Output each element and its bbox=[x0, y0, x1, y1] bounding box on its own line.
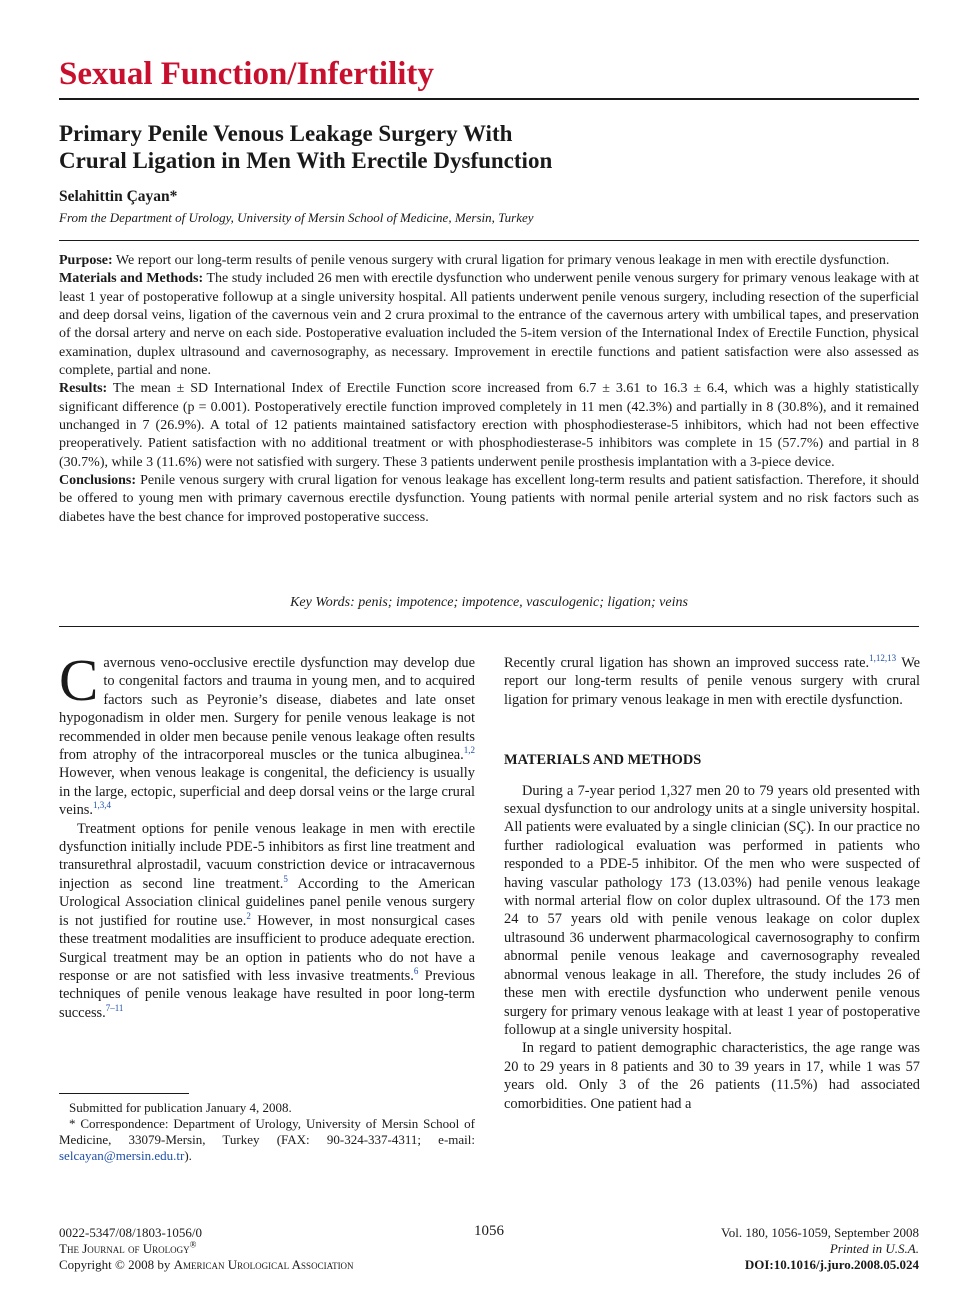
conclusions-label: Conclusions: bbox=[59, 473, 137, 489]
copyright-text: Copyright © 2008 by bbox=[59, 1257, 174, 1272]
abstract bbox=[59, 252, 919, 527]
left-column bbox=[59, 647, 476, 1022]
reference-link[interactable]: 1,3,4 bbox=[92, 800, 111, 811]
title-line-2: Crural Ligation in Men With Erectile Dysfunction bbox=[59, 148, 553, 173]
doi-link[interactable]: DOI:10.1016/j.juro.2008.05.024 bbox=[744, 1257, 919, 1272]
reference-link[interactable]: 7–11 bbox=[105, 1002, 124, 1013]
email-link[interactable]: selcayan@mersin.edu.tr bbox=[59, 1148, 185, 1163]
copyright-holder: American Urological Association bbox=[173, 1257, 354, 1272]
footnote bbox=[59, 1100, 475, 1164]
issn-code: 0022-5347/08/1803-1056/0 bbox=[59, 1225, 202, 1240]
right-column bbox=[504, 654, 920, 1113]
methods-label: Materials and Methods: bbox=[59, 271, 204, 287]
methods-text: The study included 26 men with erectile dysfunction who underwent penile venous surgery for primary venous leakage with at least 1 year of postoperative followup at a single university hospital. All patients underwent penile venous surgery, including resection of the superficial and deep dorsal veins, ligation of the cavernous vein and 2 crura proximal to the entrance of the cavernous artery with umbilical tapes, and preservation of the dorsal artery and nerve on each side. Postoperative evaluation included the 5-item version of the International Index of Erectile Function, physical examination, duplex ultrasound and cavernosography, as necessary. Improvement in erectile functions and patient satisfaction were also assessed as complete, partial and none. bbox=[59, 271, 919, 379]
abstract-methods bbox=[59, 270, 919, 380]
methods-paragraph-1: During a 7-year period 1,327 men 20 to 79 years old presented with sexual dysfunction to our andrology units at a single university hospital. All patients were evaluated by a single clinician (SÇ). In our practice no further radiological evaluation was performed in patients who responded to a PDE-5 inhibitor. Of the men who were suspected of having vascular pathology 173 (13.03%) had penile venous leakage with normal arterial flow on color duplex ultrasound. Of the 173 men 24 to 57 years old with penile venous leakage on color duplex ultrasound 36 underwent pharmacological cavernosography to confirm abnormal penile venous leakage and cavernosography revealed abnormal venous leakage in all. Therefore, the study includes 26 of these men with erectile dysfunction who underwent penile venous surgery for primary venous leakage with at least 1 year of postoperative followup at a single university hospital. bbox=[504, 782, 920, 1038]
reference-link[interactable]: 2 bbox=[246, 910, 251, 921]
title-line-1: Primary Penile Venous Leakage Surgery With bbox=[59, 121, 513, 146]
journal-title: The Journal of Urology bbox=[59, 1241, 190, 1256]
intro-text: Recently crural ligation has shown an improved success rate. bbox=[504, 655, 870, 671]
reference-link[interactable]: 1,2 bbox=[463, 745, 475, 756]
purpose-label: Purpose: bbox=[59, 253, 113, 268]
reference-link[interactable]: 6 bbox=[413, 966, 419, 977]
reference-link[interactable]: 5 bbox=[283, 874, 288, 885]
intro-paragraph-1 bbox=[59, 647, 475, 820]
section-heading: Sexual Function/Infertility bbox=[59, 56, 434, 92]
results-text: The mean ± SD International Index of Erectile Function score increased from 6.7 ± 3.61 to 16.3 ± 6.4, which was a highly statistically significant difference (p = 0.001). Postoperatively erectile function improved completely in 11 men (42.3%) and partially in 8 (30.8%), and it remained unchanged in 7 (26.9%). A total of 12 patients maintained satisfactory erection with phosphodiesterase-5 inhibitors, which had not been effective preoperatively. Patient satisfaction with no additional treatment or with phosphodiesterase-5 inhibitors was complete in 15 (57.7%) and partial in 8 (30.7%), while 3 (11.6%) were not satisfied with surgery. These 3 patients underwent penile prosthesis implantation with a 3-piece device. bbox=[59, 381, 919, 470]
intro-paragraph-3 bbox=[504, 654, 920, 709]
intro-text: Treatment options for penile venous leakage in men with erectile dysfunction initially include PDE-5 inhibitors as first line treatment and transurethral alprostadil, vacuum constriction device or intracavernous injection as second line treatment. bbox=[59, 820, 475, 892]
header-rule bbox=[59, 98, 919, 100]
intro-text: avernous veno-occlusive erectile dysfunction may develop due to congenital factors and trauma in young men, and to acquired factors such as Peyronie’s disease, diabetes and late onset hypogonadism in older men. Surgery for penile venous leakage is not recommended in older men because penile venous leakage often results from atrophy of the intracorporeal muscles or the tunica albuginea. bbox=[59, 655, 475, 764]
abstract-conclusions bbox=[59, 472, 919, 527]
article-title bbox=[59, 120, 759, 174]
intro-text: However, in most nonsurgical cases these treatment modalities are insufficient to produce adequate erection. Surgical treatment may be an option in patients who do not have a response or are not satisfied with less invasive treatments. bbox=[59, 912, 475, 984]
printed-in: Printed in U.S.A. bbox=[829, 1241, 919, 1256]
volume-info: Vol. 180, 1056-1059, September 2008 bbox=[721, 1225, 919, 1240]
journal-name bbox=[59, 1241, 354, 1257]
drop-cap: C bbox=[59, 647, 99, 713]
correspondence-text: * Correspondence: Department of Urology, University of Mersin School of Medicine, 33079-Mersin, Turkey (FAX: 90-324-337-4311; e-mail: bbox=[59, 1116, 475, 1147]
footer-right bbox=[721, 1225, 919, 1273]
abstract-purpose bbox=[59, 252, 919, 270]
author-affiliation: From the Department of Urology, University of Mersin School of Medicine, Mersin, Turkey bbox=[59, 210, 534, 225]
submitted-note: Submitted for publication January 4, 2008. bbox=[69, 1100, 292, 1115]
key-words: Key Words: penis; impotence; impotence, vasculogenic; ligation; veins bbox=[290, 595, 688, 610]
correspondence-note bbox=[59, 1116, 475, 1164]
article-page bbox=[59, 0, 919, 1305]
abstract-top-rule bbox=[59, 240, 919, 241]
intro-text: We report our long-term results of penile venous surgery with crural ligation for primary venous leakage in men with erectile dysfunction. bbox=[504, 655, 921, 708]
conclusions-text: Penile venous surgery with crural ligation for venous leakage has excellent long-term results and patient satisfaction. Therefore, it should be offered to young men with primary cavernous erectile dysfunction. Young patients with normal penile arterial system and no risk factors such as diabetes have the best chance for improved postoperative success. bbox=[59, 473, 919, 525]
copyright-line bbox=[59, 1257, 354, 1273]
results-label: Results: bbox=[59, 381, 108, 397]
abstract-bottom-rule bbox=[59, 626, 919, 627]
intro-text: Previous techniques of penile venous leakage have resulted in poor long-term success. bbox=[59, 967, 476, 1021]
reference-link[interactable]: 1,12,13 bbox=[869, 653, 897, 664]
author-name: Selahittin Çayan* bbox=[59, 188, 178, 205]
footnote-rule bbox=[59, 1093, 189, 1094]
intro-paragraph-2 bbox=[59, 820, 475, 1022]
abstract-results bbox=[59, 380, 919, 472]
intro-text: However, when venous leakage is congenital, the deficiency is usually in the large, ectopic, superficial and deep dorsal veins or the large crural veins. bbox=[59, 765, 475, 819]
page-number: 1056 bbox=[474, 1223, 504, 1239]
methods-heading: MATERIALS AND METHODS bbox=[504, 752, 702, 769]
registered-mark: ® bbox=[189, 1239, 197, 1250]
intro-text: According to the American Urological Association clinical guidelines panel penile venous surgery is not justified for routine use. bbox=[59, 875, 475, 929]
correspondence-end: ). bbox=[184, 1148, 192, 1163]
purpose-text: We report our long-term results of penile venous surgery with crural ligation for primary venous leakage in men with erectile dysfunction. bbox=[112, 253, 890, 268]
methods-paragraph-2: In regard to patient demographic characteristics, the age range was 20 to 29 years in 8 patients and 30 to 39 years in 17, while 1 was 57 years old. Only 3 of the 26 patients (11.5%) had associated comorbidities. One patient had a bbox=[504, 1040, 920, 1112]
